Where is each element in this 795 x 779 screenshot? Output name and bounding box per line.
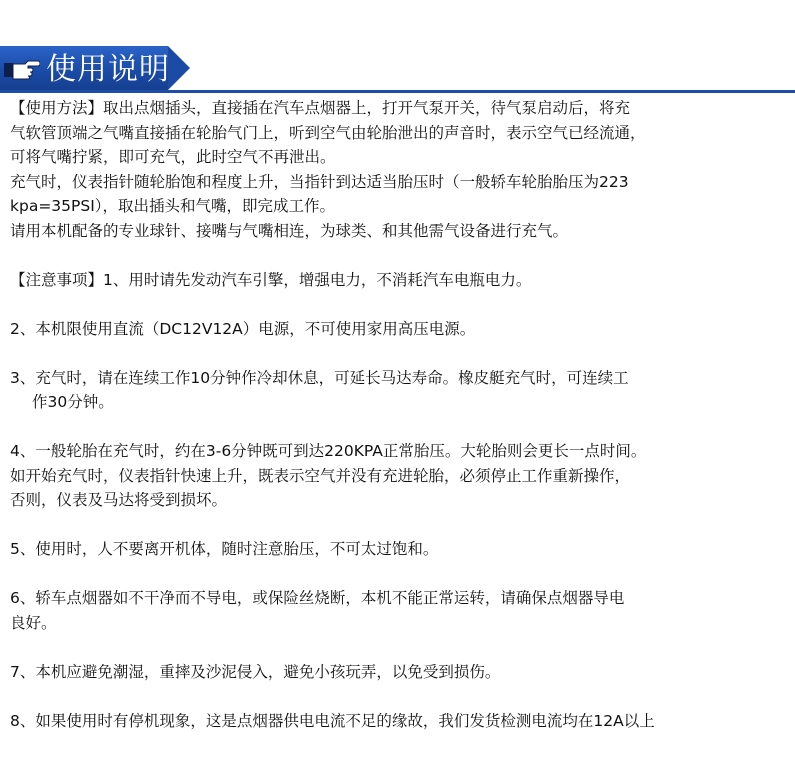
spacer: [10, 635, 790, 660]
section-header: [0, 44, 795, 96]
note-item-7: 7、本机应避免潮湿，重摔及沙泥侵入，避免小孩玩弄，以免受到损伤。: [10, 662, 501, 681]
note-item-3: 3、充气时，请在连续工作10分钟作冷却休息，可延长马达寿命。橡皮艇充气时，可连续工: [10, 368, 629, 387]
note-item-4-cont: 如开始充气时，仪表指针快速上升，既表示空气并没有充进轮胎，必须停止工作重新操作，: [10, 466, 631, 485]
page-title: 使用说明: [46, 52, 170, 87]
usage-line: 请用本机配备的专业球针、接嘴与气嘴相连，为球类、和其他需气设备进行充气。: [10, 221, 569, 240]
pointing-hand-icon: [4, 56, 40, 84]
usage-line: kpa=35PSI），取出插头和气嘴，即完成工作。: [10, 197, 336, 215]
usage-line: 可将气嘴拧紧，即可充气，此时空气不再泄出。: [10, 148, 336, 166]
spacer: [10, 684, 790, 709]
usage-line: 气软管顶端之气嘴直接插在轮胎气门上，听到空气由轮胎泄出的声音时，表示空气已经流通，: [10, 123, 646, 142]
usage-line: 【使用方法】取出点烟插头，直接插在汽车点烟器上，打开气泵开关，待气泵启动后，将充: [10, 99, 631, 117]
spacer: [10, 562, 790, 587]
spacer: [10, 415, 790, 440]
header-arrow: [168, 46, 190, 90]
usage-line: 充气时，仪表指针随轮胎饱和程度上升，当指针到达适当胎压时（一般轿车轮胎胎压为223: [10, 172, 629, 191]
spacer: [10, 243, 790, 268]
note-item-5: 5、使用时，人不要离开机体，随时注意胎压，不可太过饱和。: [10, 540, 439, 558]
header-tab: [0, 46, 168, 90]
note-item-4-cont: 否则，仪表及马达将受到损坏。: [10, 491, 228, 509]
note-item-3-cont: 作30分钟。: [32, 393, 114, 411]
note-item-6-cont: 良好。: [10, 613, 57, 632]
instructions-body: [10, 96, 790, 733]
spacer: [10, 341, 790, 366]
note-item-6: 6、轿车点烟器如不干净而不导电，或保险丝烧断，本机不能正常运转，请确保点烟器导电: [10, 589, 625, 607]
note-item-2: 2、本机限使用直流（DC12V12A）电源，不可使用家用高压电源。: [10, 319, 476, 338]
spacer: [10, 513, 790, 538]
spacer: [10, 292, 790, 317]
note-item-4: 4、一般轮胎在充气时，约在3-6分钟既可到达220KPA正常胎压。大轮胎则会更长一点时间。: [10, 442, 647, 460]
note-item-8: 8、如果使用时有停机现象，这是点烟器供电电流不足的缘故，我们发货检测电流均在12A以上: [10, 711, 655, 730]
note-item-1: 【注意事项】1、用时请先发动汽车引擎，增强电力，不消耗汽车电瓶电力。: [10, 270, 532, 289]
